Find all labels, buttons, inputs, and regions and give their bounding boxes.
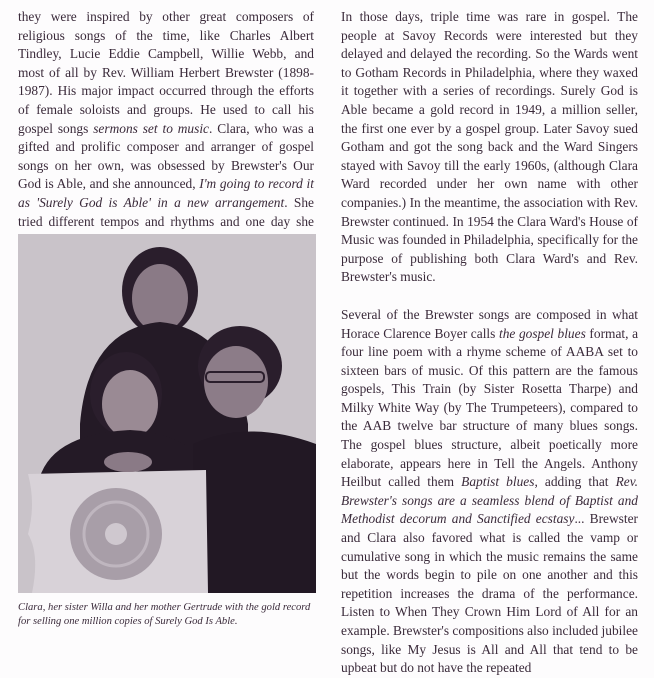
left-column	[18, 8, 314, 250]
top-woman-face	[132, 264, 188, 332]
text-run: ... Brewster and Clara also favored what is called the vamp or cumulative song in which the music remains the same but the words begin to pile on one another and this repetition increases the drama of the performance. Listen to When They Crown Him Lord of All for an example. Brewster's compositions also included jubilee songs, like My Jesus is All and All that tend to be upbeat but do not have the repeated	[341, 511, 638, 676]
right-paragraph-1	[341, 8, 638, 287]
italic-text-run: Baptist blues	[461, 474, 535, 490]
right-woman-dress	[193, 432, 316, 594]
photo-clara-willa-gertrude	[18, 234, 316, 593]
photo-caption: Clara, her sister Willa and her mother Gertrude with the gold record for selling one million copies of Surely God Is Able.	[18, 602, 311, 627]
text-run: they were inspired by other great composers of religious songs of the time, like Charles Albert Tindley, Lucie Eddie Campbell, Willie Webb, and most of all by Rev. William Herbert Brewster (1898-1987). His major impact occurred through the efforts of female soloists and groups. He used to call his gospel songs	[18, 9, 314, 136]
left-woman-face	[102, 370, 158, 438]
right-column	[341, 8, 638, 678]
gold-record-label	[105, 523, 127, 545]
text-run: format, a four line poem with a rhyme scheme of AABA set to sixteen bars of music. Of this pattern are the famous gospels, This Train (by Sister Rosetta Tharpe) and Milky White Way (by The Trumpeteers), compared to the AAB twelve bar structure of many blues songs. The gospel blues structure, albeit poetically more elaborate, appears here in Tell the Angels. Anthony Heilbut called them	[341, 325, 639, 490]
italic-text-run: sermons set to music	[93, 120, 209, 136]
hands	[104, 452, 152, 472]
text-run: , adding that	[534, 474, 616, 490]
left-paragraph	[18, 8, 314, 250]
text-run: . Clara, who was a gifted and prolific composer and arranger of gospel songs on her own, was obsessed by Brewster's Our God is Able, and she announced,	[18, 120, 314, 192]
text-run: . She tried different tempos and rhythms and one day she	[18, 194, 314, 229]
text-run: Several of the Brewster songs are composed in what Horace Clarence Boyer calls	[341, 306, 638, 341]
photo-illustration	[18, 234, 316, 593]
italic-text-run: Rev. Brewster's songs are a seamless blend of Baptist and Methodist decorum and Sanctified ecstasy	[341, 474, 638, 527]
italic-text-run: I'm going to record it as 'Surely God is Able' in a new arrangement	[18, 176, 315, 210]
text-run: In those days, triple time was rare in gospel. The people at Savoy Records were interested but they delayed and delayed the recording. So the Wards went to Gotham Records in Philadelphia, where they waxed it together with a series of recordings. Surely God is Able became a gold record in 1949, a million seller, the first one ever by a gospel group. Later Savoy sued Gotham and got the song back and the Ward Singers stayed with Savoy till the early 1960s, (although Clara Ward recorded under her own name with other companies.) In the meantime, the association with Rev. Brewster continued. In 1954 the Clara Ward's House of Music was founded in Philadelphia, specifically for the purpose of publishing both Clara Ward's and Rev. Brewster's music.	[341, 9, 638, 285]
right-paragraph-2	[341, 306, 638, 678]
italic-text-run: the gospel blues	[498, 325, 586, 341]
